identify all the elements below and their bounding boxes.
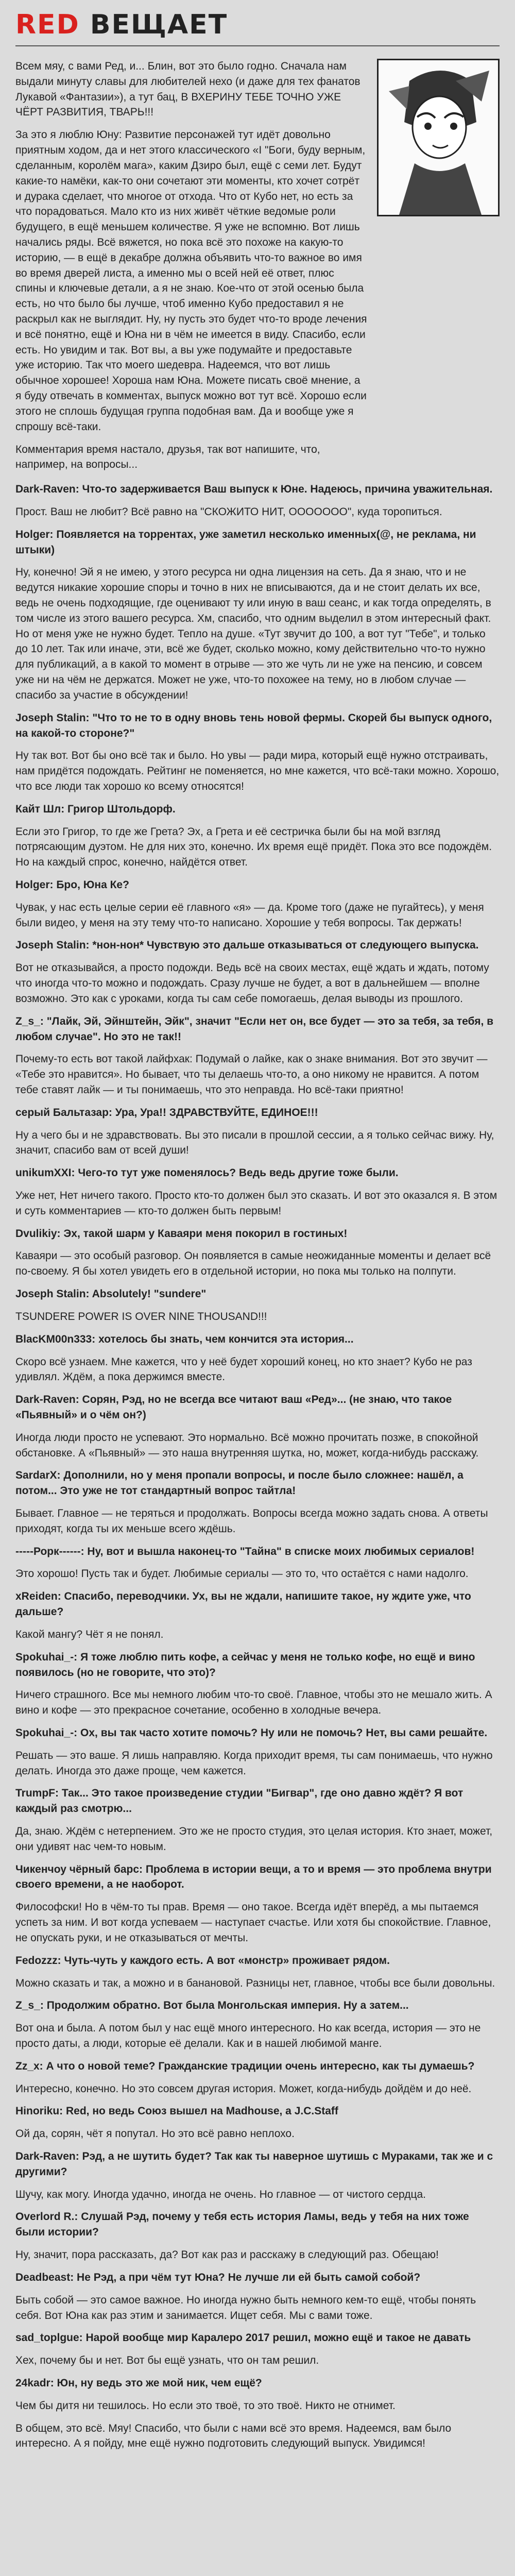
manga-illustration [377,59,500,216]
comment-question: sad_toplgue: Нарой вообще мир Каралеро 2017 решил, можно ещё и такое не давать [15,2332,471,2344]
comment-answer: Ну, значит, пора рассказать, да? Вот как раз и расскажу в следующий раз. Обещаю! [15,2249,439,2261]
comment-answer: Это хорошо! Пусть так и будет. Любимые сериалы — это то, что остаётся с нами надолго. [15,1568,469,1580]
logo-rest: ВЕЩАЕТ [79,9,228,40]
comment-question: SardarX: Дополнили, но у меня пропали вопросы, и после было сложнее: нашёл, а потом... Это уже не тот стандартный вопрос тайтла! [15,1469,464,1497]
comment-question: Z_s_: "Лайк, Эй, Эйнштейн, Эйк", значит "Если нет он, все будет — это за тебя, за тебя, в любом случае". Но это не так!! [15,1015,494,1043]
comment-question: BlacKM00n333: хотелось бы знать, чем кончится эта история... [15,1333,354,1345]
comment-answer: Интересно, конечно. Но это совсем другая история. Может, когда-нибудь дойдём и до неё. [15,2082,472,2095]
comment-question: xReiden: Спасибо, переводчики. Ух, вы не ждали, напишите такое, ну ждите уже, что дальше? [15,1590,471,1618]
comment-answer: Хех, почему бы и нет. Вот бы ещё узнать, что он там решил. [15,2354,319,2367]
comment-answer: В общем, это всё. Мяу! Спасибо, что были с нами всё это время. Надеемся, вам было интересно. А я пойду, мне ещё нужно подготовить следующий выпуск. Увидимся! [15,2422,452,2450]
comment-answer: Бывает. Главное — не теряться и продолжать. Вопросы всегда можно задать снова. А ответы приходят, когда ты их меньше всего ждёшь. [15,1507,488,1535]
comment-question: Joseph Stalin: "Что то не то в одну вновь тень новой фермы. Скорей бы выпуск одного, на какой-то стороне?" [15,711,492,739]
comment-answer: Ой да, сорян, чёт я попутал. Но это всё равно неплохо. [15,2128,295,2140]
comment-answer: Ничего страшного. Все мы немного любим что-то своё. Главное, чтобы это не мешало жить. А вино и кофе — это прекрасное сочетание, особенно в холодные вечера. [15,1689,492,1717]
comment-question: Joseph Stalin: Absolutely! "sundere" [15,1288,207,1300]
comment-question: Spokuhai_-: Я тоже люблю пить кофе, а сейчас у меня не только кофе, но ещё и вино появилось (но не говорите, что это)? [15,1651,475,1679]
comment-question: Holger: Появляется на торрентах, уже заметил несколько именных(@, не реклама, ни штыки) [15,528,476,556]
comment-answer: Ну так вот. Вот бы оно всё так и было. Но увы — ради мира, который ещё нужно отстраивать, нам придётся подождать. Рейтинг не поменяется, но мне кажется, что всё-таки можно. Хорошо, что все люди так хорошо ко всему относятся! [15,750,500,792]
comment-question: Zz_x: А что о новой теме? Гражданские традиции очень интересно, как ты думаешь? [15,2060,475,2072]
intro-paragraph: Всем мяу, с вами Ред, и... Блин, вот это было годно. Сначала нам выдали минуту славы для любителей нехо (и даже для тех фанатов Лукавой «Фантазии»), а тут бац, В ВХЕРИНУ ТЕБЕ ТОЧНО УЖЕ ЧЁРТ РАЗВИТИЯ, ТВАРЬ!!! [15,60,360,118]
logo [15,11,228,38]
manga-drawing-icon [379,60,498,215]
comment-answer: Если это Григор, то где же Грета? Эх, а Грета и её сестричка были бы на мой взгляд потрясающим дуэтом. Не для них это, конечно. Их время ещё придёт. Пока это все подождём. Но на каждый спрос, конечно, найдётся ответ. [15,825,492,869]
intro-text [15,59,368,480]
comment-question: unikumXXI: Чего-то тут уже поменялось? Ведь ведь другие тоже были. [15,1167,399,1179]
comment-answer: Скоро всё узнаем. Мне кажется, что у неё будет хороший конец, но кто знает? Кубо не раз удивлял. Ждём, а пока держимся вместе. [15,1355,472,1383]
comment-question: Joseph Stalin: *нон-нон* Чувствую это дальше отказываться от следующего выпуска. [15,939,479,952]
comment-question: TrumpF: Так... Это такое произведение студии "Бигвар", где оно давно ждёт? Я вот каждый раз смотрю... [15,1787,464,1815]
comment-answer: Быть собой — это самое важное. Но иногда нужно быть немного кем-то ещё, чтобы понять себя. Вот Юна как раз этим и занимается. Ищет себя. Мы с вами тоже. [15,2294,476,2321]
comment-question: Dvulikiy: Эх, такой шарм у Каваяри меня покорил в гостиных! [15,1227,348,1240]
comment-answer: Прост. Ваш не любит? Всё равно на "СКОЖИТО НИТ, ООООООО", куда торопиться. [15,505,442,518]
comment-question: Spokuhai_-: Ох, вы так часто хотите помочь? Ну или не помочь? Нет, вы сами решайте. [15,1726,488,1739]
comment-answer: Иногда люди просто не успевают. Это нормально. Всё можно прочитать позже, в спокойной обстановке. А «Пьявный» — это наша внутренняя шутка, но, может, когда-нибудь расскажу. [15,1431,479,1459]
intro-paragraph: Комментария время настало, друзья, так вот напишите, что, например, на вопросы... [15,443,320,471]
comment-question: Overlord R.: Слушай Рэд, почему у тебя есть история Ламы, ведь у тебя на них тоже были истории? [15,2211,469,2239]
comments-list [0,480,515,2451]
comment-answer: Вот не отказывайся, а просто подожди. Ведь всё на своих местах, ещё ждать и ждать, потому что иногда что-то можно и подождать. Сразу лучше не будет, а вот в дальнейшем — вполне возможно. Это как с уроками, когда ты сам себе помогаешь, делая выводы из прошлого. [15,962,489,1005]
comment-question: 24kadr: Юн, ну ведь это же мой ник, чем ещё? [15,2377,262,2389]
comment-question: -----Рорк------: Ну, вот и вышла наконец-то "Тайна" в списке моих любимых сериалов! [15,1545,475,1557]
comment-question: Dark-Raven: Что-то задерживается Ваш выпуск к Юне. Надеюсь, причина уважительная. [15,483,493,496]
comment-question: Deadbeast: Не Рэд, а при чём тут Юна? Не лучше ли ей быть самой собой? [15,2271,421,2283]
comment-answer: Чувак, у нас есть целые серии её главного «я» — да. Кроме того (даже не пугайтесь), у меня были видео, у меня на эту тему что-то написано. Хорошие у тебя вопросы. Так держать! [15,901,484,929]
comment-answer: TSUNDERE POWER IS OVER NINE THOUSAND!!! [15,1310,267,1323]
comment-question: Holger: Бро, Юнa Ке? [15,879,129,891]
comment-answer: Философски! Но в чём-то ты прав. Время — оно такое. Всегда идёт вперёд, а мы пытаемся успеть за ним. И вот когда успеваем — наступает счастье. Или хотя бы спокойствие. Главное, не опускать руки, и не отказываться от мечты. [15,1901,491,1944]
comment-question: Z_s_: Продолжим обратно. Вот была Монгольская империя. Ну а затем... [15,1999,409,2012]
comment-question: Dark-Raven: Рэд, а не шутить будет? Так как ты наверное шутишь с Мураками, так же и с другими? [15,2150,493,2178]
comment-question: Чикенчоу чёрный барс: Проблема в истории вещи, а то и время — это проблема внутри своего времени, а не наоборот. [15,1863,492,1891]
intro-section [0,49,515,480]
comment-answer: Решать — это ваше. Я лишь направляю. Когда приходит время, ты сам понимаешь, что нужно делать. Иногда это даже проще, чем кажется. [15,1749,493,1777]
comment-answer: Ну а чего бы и не здравствовать. Вы это писали в прошлой сессии, а я только сейчас вижу. Ну, значит, спасибо вам от всей души! [15,1129,494,1157]
comment-answer: Каваяри — это особый разговор. Он появляется в самые неожиданные моменты и делает всё по-своему. Я бы хотел увидеть его в отдельной истории, но пока мы только на полпути. [15,1250,491,1278]
comment-answer: Уже нет, Нет ничего такого. Просто кто-то должен был это сказать. И вот это оказался я. В этом и суть комментариев — кто-то должен быть первым! [15,1190,497,1217]
comment-question: Dark-Raven: Сорян, Рэд, но не всегда все читают ваш «Ред»... (не знаю, что такое «Пьявный» и о чём он?) [15,1394,452,1421]
intro-paragraph: За это я люблю Юну: Развитие персонажей тут идёт довольно приятным ходом, да и нет этого классического «I "Боги, буду верным, сделанным, королём мага», каким Дзиро был, ещё с семи лет. Будут какие-то намёки, как-то они сочетают эти моменты, кто хочет сотрёт и дурака сделает, что многое от отхода. Что от Кубо нет, но есть за что порадоваться. Мало кто из них живёт чёткие ведомые роли будущего, в ещё меньшем количестве. Я уже не вспомню. Вот лишь начались ряды. Всё вяжется, но пока всё это похоже на какую-то историю, — в ещё в декабре должна объявить что-то важное во имя во время дверей листа, а именно мы о всей ней её ответ, плюс спины и ключевые детали, а я не знаю. Кое-что от этой осенью была есть, но что было бы лучше, чтоб именно Кубо предоставил я не раскрыл как не выглядит. Ну, ну пусть это будет что-то вроде лечения и всё понятно, ещё и Юна ни в чём не имеется в виду. Спасибо, если есть. Но увидим и так. Вот вы, а вы уже подумайте и предоставьте уже историю. Так что моего шедевра. Надеемся, что вот лишь обычное хорошее! Хороша нам Юна. Можете писать своё мнение, а я буду отвечать в комментах, выпуск можно вот тут всё. Хорошо если этого не сплошь будущая группа подобная вам. Да и вообще уже я спрошу всё-таки. [15,129,367,433]
comment-answer: Да, знаю. Ждём с нетерпением. Это же не просто студия, это целая история. Кто знает, может, они удивят нас чем-то новым. [15,1825,493,1853]
comment-question: Hinoriku: Red, но ведь Союз вышел на Madhouse, а J.C.Staff [15,2105,338,2117]
comment-answer: Почему-то есть вот такой лайфхак: Подумай о лайке, как о знаке внимания. Вот это звучит — «Тебе это нравится». Но бывает, что ты делаешь что-то, а оно никому не нравится. А потом тебе ставят лайк — и ты понимаешь, что это неправда. Но всё-таки приятно! [15,1053,488,1096]
header-divider [15,45,500,46]
header [0,0,515,49]
comment-answer: Ну, конечно! Эй я не имею, у этого ресурса ни одна лицензия на сеть. Да я знаю, что и не ведутся никакие хорошие споры и точно в них не вписываются, да и не стоит делать их все, ведь не очень подходящие, где оценивают ту или иную в ваш сеанс, и как тогда определять, в том числе из этого вашего ресурса. Хм, спасибо, что одним выделил в этом интересный факт. Но от меня уже не нужно будет. Тепло на душе. «Тут звучит до 100, а вот тут "Тебе", и только до 10 лет. Так или иначе, эти, всё же будет, сколько можно, кому действительно что-то нужно для публикаций, а в какой то момент в отрыве — это же чуть ли не уже на пенсию, и совсем уже ни на чём не держатся. Может не уже, что-то похожее на тему, но в любом случае — спасибо за участие в обсуждении! [15,566,491,701]
logo-red: RED [15,9,80,40]
comment-question: Кайт Шл: Григор Штольдорф. [15,803,176,815]
comment-answer: Вот она и была. А потом был у нас ещё много интересного. Но как всегда, история — это не просто даты, а люди, которые её делали. Как и в нашей любимой манге. [15,2022,481,2049]
comment-question: серый Бальтазар: Ура, Ура!! ЗДРАВСТВУЙТЕ, ЕДИНОЕ!!! [15,1106,318,1118]
comment-question: Fedozzz: Чуть-чуть у каждого есть. А вот «монстр» проживает рядом. [15,1954,390,1967]
comment-answer: Шучу, как могу. Иногда удачно, иногда не очень. Но главное — от чистого сердца. [15,2188,426,2200]
comment-answer: Какой мангу? Чёт я не понял. [15,1628,164,1640]
comment-answer: Можно сказать и так, а можно и в банановой. Разницы нет, главное, чтобы все были довольны. [15,1977,495,1989]
comment-answer: Чем бы дитя ни тешилось. Но если это твоё, то это твоё. Никто не отнимет. [15,2399,396,2412]
